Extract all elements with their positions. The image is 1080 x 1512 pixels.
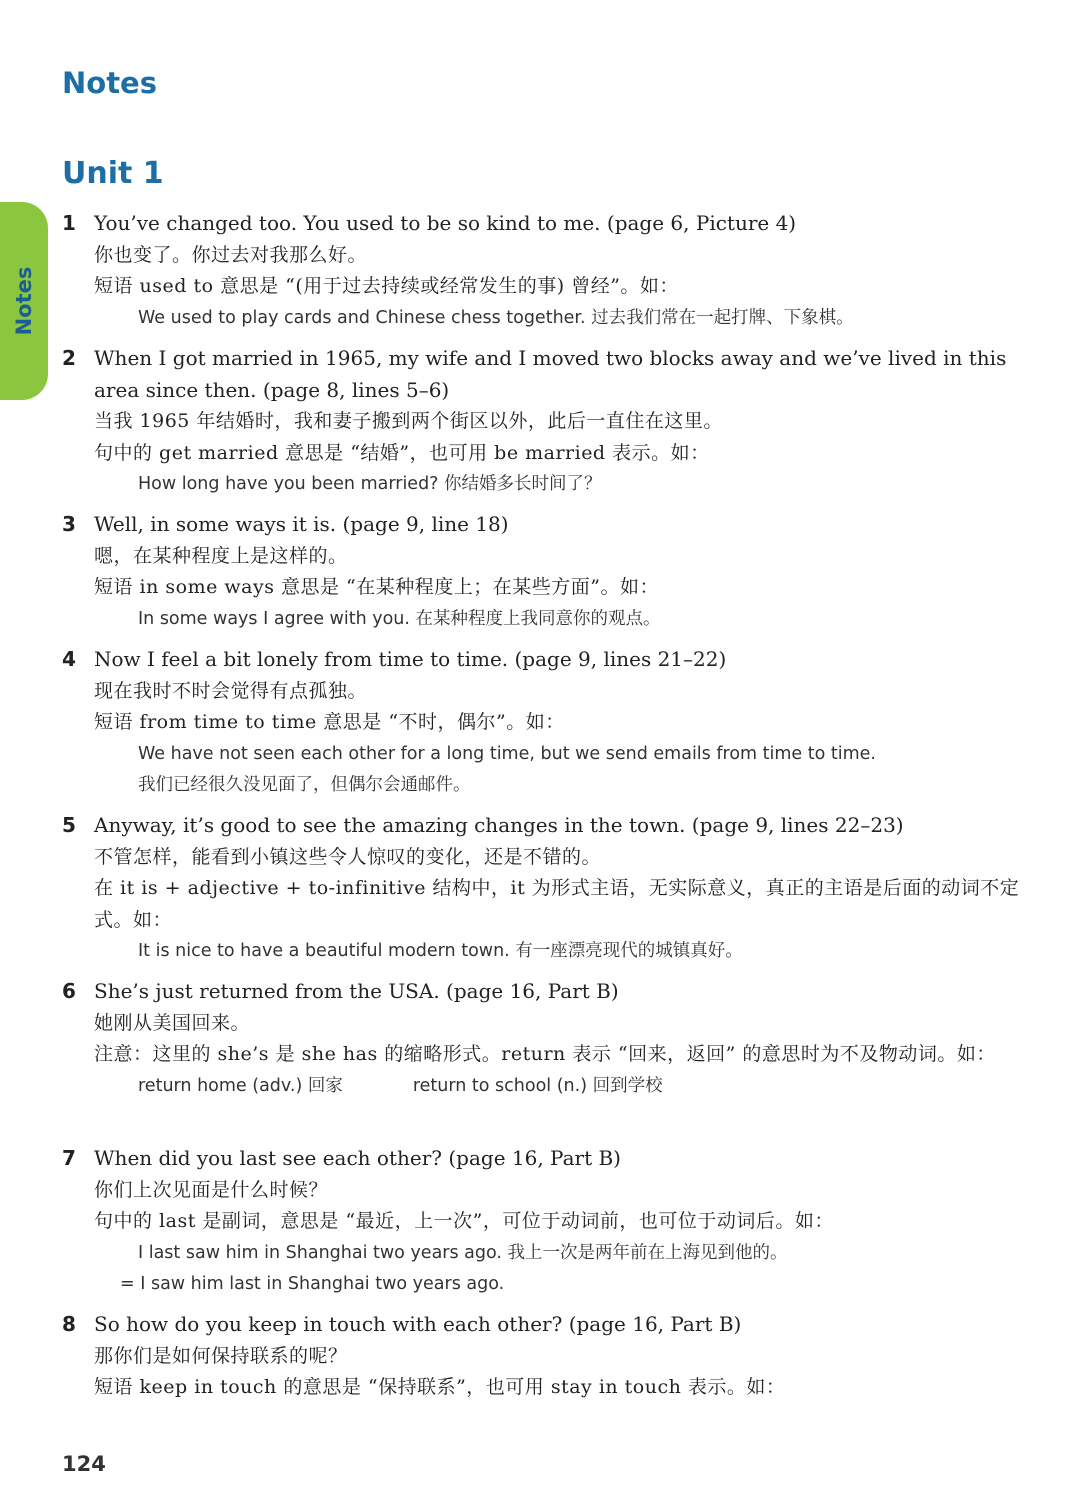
note-sentence: Now I feel a bit lonely from time to time. (page 9, lines 21–22) (94, 647, 727, 671)
note-example: We have not seen each other for a long time, but we send emails from time to time. (138, 743, 876, 764)
note-3 (62, 509, 1032, 635)
note-translation: 当我 1965 年结婚时，我和妻子搬到两个街区以外，此后一直住在这里。 (94, 410, 723, 432)
note-number: 8 (62, 1312, 76, 1336)
note-explanation: 短语 keep in touch 的意思是 “保持联系”，也可用 stay in touch 表示。如： (94, 1376, 786, 1398)
note-translation: 你也变了。你过去对我那么好。 (94, 243, 368, 266)
page-number: 124 (62, 1452, 106, 1476)
note-example: We used to play cards and Chinese chess together. 过去我们常在一起打牌、下象棋。 (138, 307, 854, 328)
note-1 (62, 208, 1032, 334)
page-title: Notes (62, 66, 157, 100)
note-translation: 嗯，在某种程度上是这样的。 (94, 544, 348, 567)
note-example-a: return home (adv.) 回家 (138, 1075, 343, 1096)
note-number: 2 (62, 346, 76, 370)
note-number: 5 (62, 813, 76, 837)
note-6 (62, 976, 1032, 1102)
note-number: 3 (62, 512, 76, 536)
note-number: 1 (62, 211, 76, 235)
note-explanation: 句中的 get married 意思是 “结婚”，也可用 be married 表示。如： (94, 441, 710, 464)
note-translation: 那你们是如何保持联系的呢？ (94, 1344, 348, 1367)
note-example-translation: 我们已经很久没见面了，但偶尔会通邮件。 (138, 775, 471, 795)
note-example-alternative: = I saw him last in Shanghai two years ago. (120, 1274, 505, 1294)
note-example: It is nice to have a beautiful modern town. 有一座漂亮现代的城镇真好。 (138, 941, 743, 961)
note-4 (62, 644, 1032, 802)
note-explanation: 句中的 last 是副词，意思是 “最近，上一次”，可位于动词前，也可位于动词后。如： (94, 1210, 834, 1232)
note-translation: 你们上次见面是什么时候？ (94, 1178, 329, 1201)
note-explanation: 在 it is + adjective + to-infinitive 结构中，it 为形式主语，无实际意义，真正的主语是后面的动词不定式。如： (94, 877, 1020, 931)
note-explanation: 短语 from time to time 意思是 “不时，偶尔”。如： (94, 711, 565, 733)
note-explanation: 短语 used to 意思是 “(用于过去持续或经常发生的事) 曾经”。如： (94, 275, 679, 297)
note-sentence: Well, in some ways it is. (page 9, line 18) (94, 512, 509, 536)
note-number: 7 (62, 1146, 76, 1170)
note-number: 6 (62, 979, 76, 1003)
note-sentence: Anyway, it’s good to see the amazing changes in the town. (page 9, lines 22–23) (94, 813, 904, 837)
note-sentence: She’s just returned from the USA. (page 16, Part B) (94, 979, 619, 1003)
note-example-row (138, 1071, 1032, 1103)
note-translation: 不管怎样，能看到小镇这些令人惊叹的变化，还是不错的。 (94, 845, 602, 868)
note-explanation: 短语 in some ways 意思是 “在某种程度上；在某些方面”。如： (94, 576, 659, 598)
note-example: In some ways I agree with you. 在某种程度上我同意你的观点。 (138, 608, 661, 629)
note-example: How long have you been married? 你结婚多长时间了？ (138, 474, 602, 494)
note-explanation: 注意：这里的 she’s 是 she has 的缩略形式。return 表示 “回来，返回” 的意思时为不及物动词。如： (94, 1043, 996, 1065)
note-example-b: return to school (n.) 回到学校 (412, 1075, 663, 1096)
note-8 (62, 1309, 1032, 1404)
note-2 (62, 343, 1032, 501)
note-sentence: You’ve changed too. You used to be so kind to me. (page 6, Picture 4) (94, 211, 797, 235)
note-translation: 现在我时不时会觉得有点孤独。 (94, 679, 368, 702)
note-translation: 她刚从美国回来。 (94, 1011, 251, 1034)
note-sentence: When did you last see each other? (page 16, Part B) (94, 1146, 621, 1170)
note-number: 4 (62, 647, 76, 671)
note-sentence: When I got married in 1965, my wife and I moved two blocks away and we’ve lived in this area since then. (page 8, lines 5–6) (94, 346, 1007, 402)
side-tab-label: Notes (12, 266, 36, 336)
note-5 (62, 810, 1032, 968)
note-example: I last saw him in Shanghai two years ago. 我上一次是两年前在上海见到他的。 (138, 1242, 788, 1263)
unit-title: Unit 1 (62, 156, 164, 191)
note-sentence: So how do you keep in touch with each other? (page 16, Part B) (94, 1312, 742, 1336)
note-7 (62, 1143, 1032, 1301)
side-tab (0, 202, 48, 400)
